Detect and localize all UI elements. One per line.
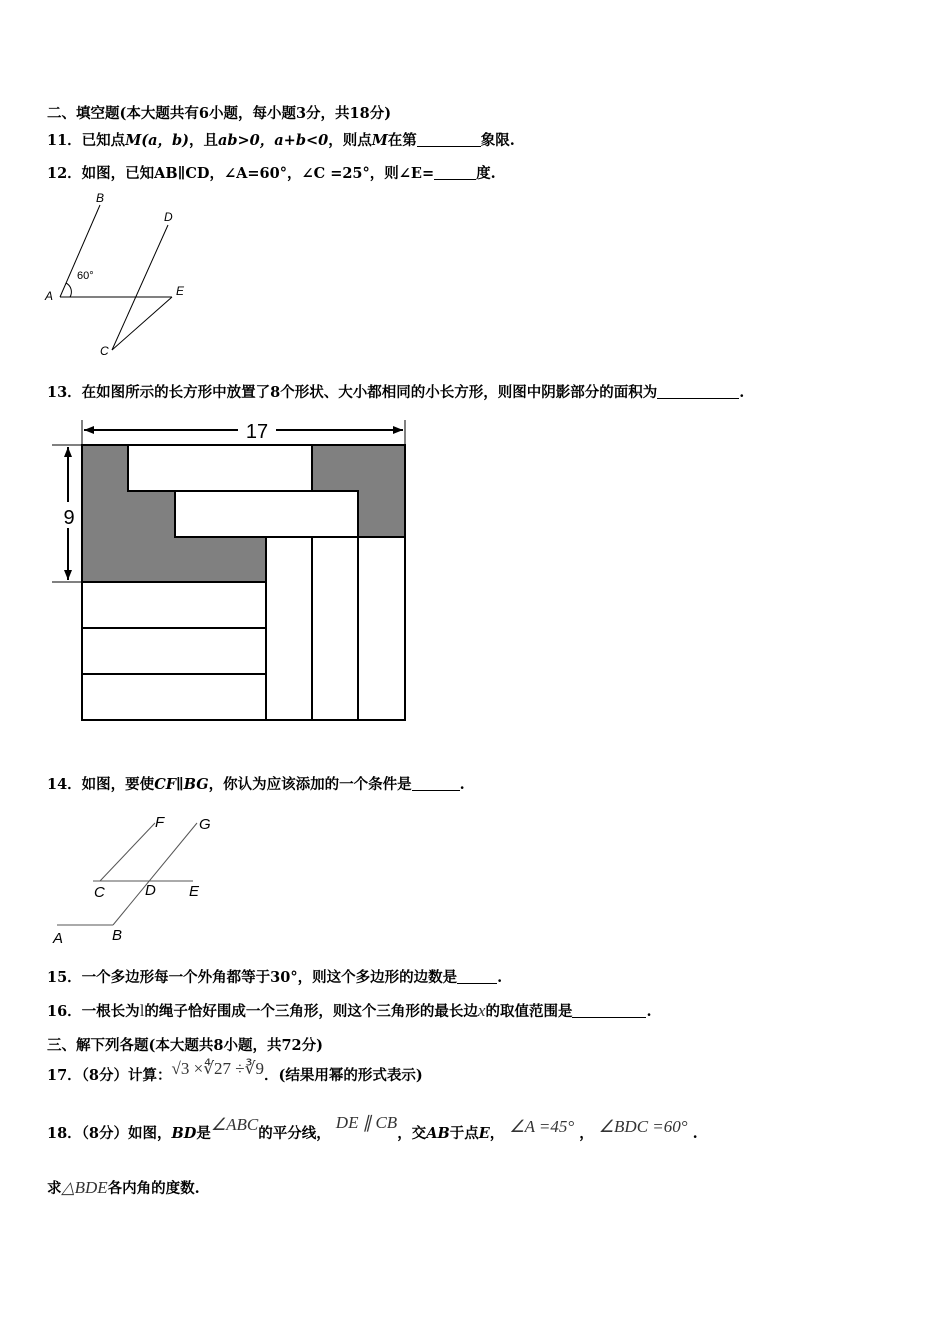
- question-11: 11．已知点M(a，b)，且ab>0，a+b<0，则点M在第 象限.: [47, 132, 515, 149]
- svg-text:17: 17: [245, 421, 269, 443]
- question-13: 13．在如图所示的长方形中放置了8个形状、大小都相同的小长方形，则图中阴影部分的面积为 .: [47, 384, 745, 401]
- svg-text:9: 9: [63, 507, 75, 529]
- question-14: 14．如图，要使CF∥BG，你认为应该添加的一个条件是 .: [47, 776, 465, 793]
- svg-text:G: G: [199, 816, 211, 833]
- question-18: 18．（8分）如图，BD是∠ABC的平分线， DE ∥ CB，交AB于点E， ∠A =45° ， ∠BDC =60° .: [47, 1113, 698, 1142]
- question-15: 15．一个多边形每一个外角都等于30°，则这个多边形的边数是 .: [47, 969, 503, 986]
- svg-text:60°: 60°: [77, 270, 94, 282]
- svg-text:D: D: [164, 210, 173, 224]
- section-3-heading: 三、解下列各题(本大题共8小题，共72分): [47, 1037, 323, 1054]
- svg-text:D: D: [145, 882, 156, 899]
- svg-text:A: A: [53, 930, 64, 947]
- figure-12: [40, 185, 200, 360]
- svg-text:C: C: [94, 884, 105, 901]
- question-18-task: 求△BDE各内角的度数.: [47, 1178, 200, 1197]
- svg-text:C: C: [100, 344, 109, 358]
- svg-text:F: F: [155, 814, 165, 831]
- question-12: 12．如图，已知AB∥CD，∠A=60°，∠C =25°，则∠E= 度.: [47, 165, 496, 182]
- figure-14: [45, 805, 225, 950]
- svg-text:A: A: [45, 289, 54, 303]
- svg-text:E: E: [176, 284, 185, 298]
- question-17: 17．（8分）计算：√3 ×∜27 ÷∛9．(结果用幂的形式表示): [47, 1059, 423, 1084]
- svg-text:B: B: [112, 927, 123, 944]
- question-16: 16．一根长为l的绳子恰好围成一个三角形，则这个三角形的最长边x的取值范围是 .: [47, 1001, 652, 1020]
- svg-text:B: B: [96, 191, 105, 205]
- svg-text:E: E: [189, 883, 200, 900]
- figure-13: [40, 410, 420, 730]
- section-2-heading: 二、填空题(本大题共有6小题，每小题3分，共18分): [47, 105, 392, 122]
